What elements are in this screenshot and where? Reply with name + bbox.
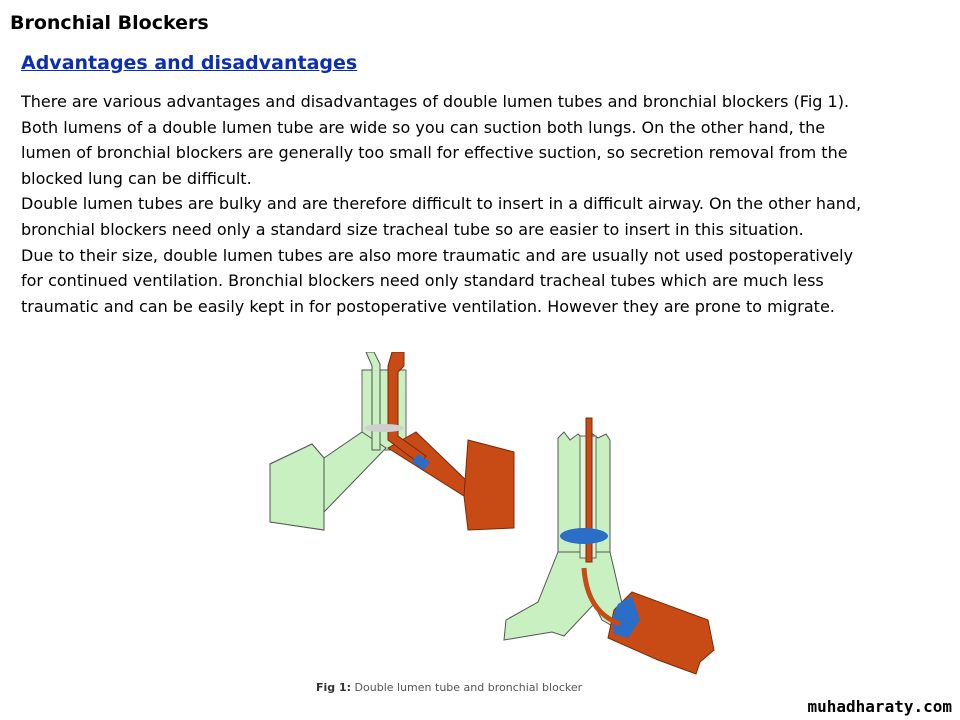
bronchial-blocker-diagram — [504, 418, 714, 674]
carina — [504, 552, 624, 640]
tracheal-cuff — [364, 424, 404, 432]
paragraph-line: blocked lung can be difficult. — [21, 168, 252, 188]
paragraph-line: for continued ventilation. Bronchial blockers need only standard tracheal tubes which are much less — [21, 271, 824, 291]
paragraph-line: lumen of bronchial blockers are generally too small for effective suction, so secretion removal from the — [21, 143, 848, 163]
paragraph-line: Due to their size, double lumen tubes are also more traumatic and are usually not used postoperatively — [21, 245, 854, 265]
paragraph-line: bronchial blockers need only a standard size tracheal tube so are easier to insert in this situation. — [21, 219, 804, 239]
paragraph-line: There are various advantages and disadvantages of double lumen tubes and bronchial blockers (Fig 1). — [21, 92, 850, 111]
section-subtitle: Advantages and disadvantages — [21, 52, 358, 74]
paragraph-line: traumatic and can be easily kept in for postoperative ventilation. However they are prone to migrate. — [21, 296, 835, 316]
figure-caption-text: Double lumen tube and bronchial blocker — [354, 681, 583, 694]
left-lung-block — [270, 444, 324, 530]
body-paragraph — [21, 89, 936, 319]
slide-title: Bronchial Blockers — [10, 12, 209, 34]
paragraph-line: Double lumen tubes are bulky and are therefore difficult to insert in a difficult airway. On the other hand, — [21, 194, 862, 214]
airway-illustration — [268, 352, 728, 678]
tube-cuff-ring — [560, 528, 608, 544]
right-lung-block — [464, 440, 514, 530]
figure-caption-label: Fig 1: — [316, 681, 352, 694]
double-lumen-tube-diagram — [270, 352, 514, 530]
site-watermark: muhadharaty.com — [807, 697, 952, 716]
figure-caption — [316, 681, 582, 694]
paragraph-line: Both lumens of a double lumen tube are wide so you can suction both lungs. On the other hand, the — [21, 117, 826, 137]
